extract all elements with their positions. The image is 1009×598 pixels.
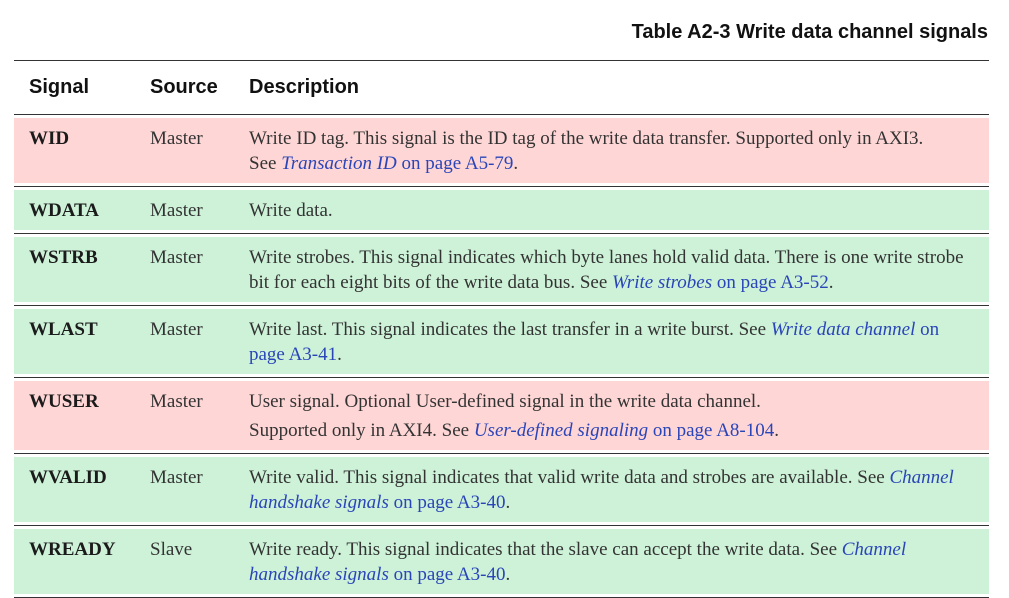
row-rule — [14, 305, 989, 306]
signal-name: WSTRB — [29, 247, 98, 268]
period: . — [774, 420, 779, 441]
row-rule — [14, 186, 989, 187]
table-title: Table A2-3 Write data channel signals — [631, 21, 988, 43]
period: . — [505, 564, 511, 585]
page-ref[interactable]: on page A3-52 — [712, 272, 829, 293]
signal-description — [249, 126, 989, 176]
signal-name: WID — [29, 128, 70, 149]
signal-source: Slave — [150, 539, 193, 560]
page-ref[interactable]: on page A8-104 — [648, 420, 775, 441]
table-row-wdata — [14, 190, 989, 230]
signal-description — [249, 245, 989, 295]
page-ref[interactable]: on page A3-41 — [249, 319, 940, 365]
xref-link[interactable]: Channel handshake signals — [249, 539, 907, 585]
page-ref[interactable]: on page A5-79 — [396, 153, 514, 174]
description-text: User signal. Optional User-defined signal in the write data channel. — [249, 391, 761, 412]
signal-name: WVALID — [29, 467, 107, 488]
table-row-wlast — [14, 309, 989, 374]
signal-source: Master — [150, 319, 203, 340]
page-ref[interactable]: on page A3-40 — [388, 492, 506, 513]
signal-name: WLAST — [29, 319, 98, 340]
period: . — [505, 492, 511, 513]
header-source: Source — [150, 76, 218, 98]
signal-description — [249, 465, 989, 515]
period: . — [513, 153, 519, 174]
header-description: Description — [249, 76, 360, 98]
table-row-wstrb — [14, 237, 989, 302]
signal-source: Master — [150, 247, 203, 268]
signal-description — [249, 389, 989, 443]
signal-source: Master — [150, 200, 203, 221]
signal-description — [249, 198, 989, 223]
row-rule — [14, 377, 989, 378]
signal-name: WREADY — [29, 539, 116, 560]
table-row-wuser — [14, 381, 989, 450]
signal-source: Master — [150, 391, 203, 412]
table-row-wvalid — [14, 457, 989, 522]
signal-description — [249, 317, 989, 367]
description-text: Write valid. This signal indicates that valid write data and strobes are available. See — [249, 467, 890, 488]
table-header — [14, 61, 989, 114]
xref-link[interactable]: Channel handshake signals — [249, 467, 954, 513]
period: . — [337, 344, 342, 365]
signals-table — [14, 60, 989, 598]
xref-link[interactable]: Write data channel — [770, 319, 916, 340]
signal-source: Master — [150, 467, 203, 488]
signal-source: Master — [150, 128, 203, 149]
xref-link[interactable]: Write strobes — [612, 272, 713, 293]
header-rule — [14, 114, 989, 115]
row-rule — [14, 233, 989, 234]
xref-link[interactable]: Transaction ID — [281, 153, 397, 174]
header-signal: Signal — [29, 76, 90, 98]
row-rule — [14, 453, 989, 454]
see-text: See — [249, 153, 282, 174]
period: . — [828, 272, 834, 293]
signal-description — [249, 537, 989, 587]
description-text: Write ID tag. This signal is the ID tag of the write data transfer. Supported only in AXI3. — [249, 128, 924, 149]
row-rule — [14, 525, 989, 526]
signal-name: WUSER — [29, 391, 99, 412]
description-text: Supported only in AXI4. See — [249, 420, 474, 441]
xref-link[interactable]: User-defined signaling — [473, 420, 649, 441]
description-text: Write strobes. This signal indicates which byte lanes hold valid data. There is one write strobe bit for each eight bits of the write data bus. See — [249, 247, 964, 293]
page-ref[interactable]: on page A3-40 — [388, 564, 506, 585]
description-text: Write data. — [249, 200, 333, 221]
description-text: Write last. This signal indicates the last transfer in a write burst. See — [249, 319, 771, 340]
description-text: Write ready. This signal indicates that the slave can accept the write data. See — [249, 539, 842, 560]
signal-name: WDATA — [29, 200, 100, 221]
table-row-wready — [14, 529, 989, 594]
table-row-wid — [14, 118, 989, 183]
